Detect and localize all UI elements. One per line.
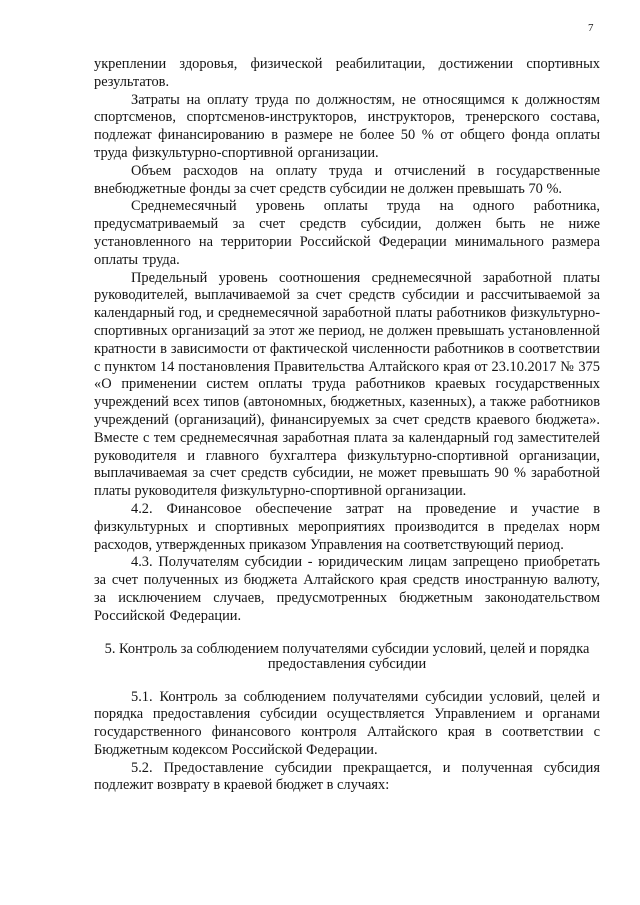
paragraph-5-2: 5.2. Предоставление субсидии прекращается, и полученная субсидия подлежит возврату в краевой бюджет в случаях:: [94, 759, 600, 794]
paragraph-4-3: 4.3. Получателям субсидии - юридическим лицам запрещено приобретать за счет полученных из бюджета Алтайского края средств иностранную валюту, за исключением случаев, предусмотренных бюджетным законодательством Российской Федерации.: [94, 554, 600, 624]
paragraph-average-pay: Среднемесячный уровень оплаты труда на одного работника, предусматриваемый за счет средств субсидии, должен быть не ниже установленного на территории Российской Федерации минимального размера оплаты труда.: [94, 198, 600, 268]
paragraph-expense-limit: Объем расходов на оплату труда и отчислений в государственные внебюджетные фонды за счет средств субсидии не должен превышать 70 %.: [94, 162, 600, 197]
page-number: 7: [588, 22, 594, 34]
section-5-title: 5. Контроль за соблюдением получателями субсидии условий, целей и порядка предоставления субсидии: [104, 640, 590, 672]
paragraph-labor-costs: Затраты на оплату труда по должностям, не относящимся к должностям спортсменов, спортсменов-инструкторов, инструкторов, тренерского состава, подлежат финансированию в размере не более 50 % от общего фонда оплаты труда физкультурно-спортивной организации.: [94, 91, 600, 161]
paragraph-5-1: 5.1. Контроль за соблюдением получателями субсидии условий, целей и порядка предоставления субсидии осуществляется Управлением и органами государственного финансового контроля Алтайского края в соответствии с Бюджетным кодексом Российской Федерации.: [94, 688, 600, 758]
paragraph-salary-ratio: Предельный уровень соотношения среднемесячной заработной платы руководителей, выплачиваемой за счет средств субсидии и рассчитываемой за календарный год, и среднемесячной заработной платы работников физкультурно-спортивных организаций за этот же период, не должен превышать установленной кратности в зависимости от фактической численности работников в соответствии с пунктом 14 постановления Правительства Алтайского края от 23.10.2017 № 375 «О применении систем оплаты труда работников краевых государственных учреждений всех типов (автономных, бюджетных, казенных), а также работников учреждений (организаций), финансируемых за счет средств краевого бюджета». Вместе с тем среднемесячная заработная плата за календарный год заместителей руководителя и главного бухгалтера физкультурно-спортивной организации, выплачиваемая за счет средств субсидии, не может превышать 90 % заработной платы руководителя физкультурно-спортивной организации.: [94, 269, 600, 500]
paragraph-continuation: укреплении здоровья, физической реабилитации, достижении спортивных результатов.: [94, 56, 600, 90]
paragraph-4-2: 4.2. Финансовое обеспечение затрат на проведение и участие в физкультурных и спортивных мероприятиях производится в пределах норм расходов, утвержденных приказом Управления на соответствующий период.: [94, 500, 600, 553]
document-body: [94, 56, 600, 795]
